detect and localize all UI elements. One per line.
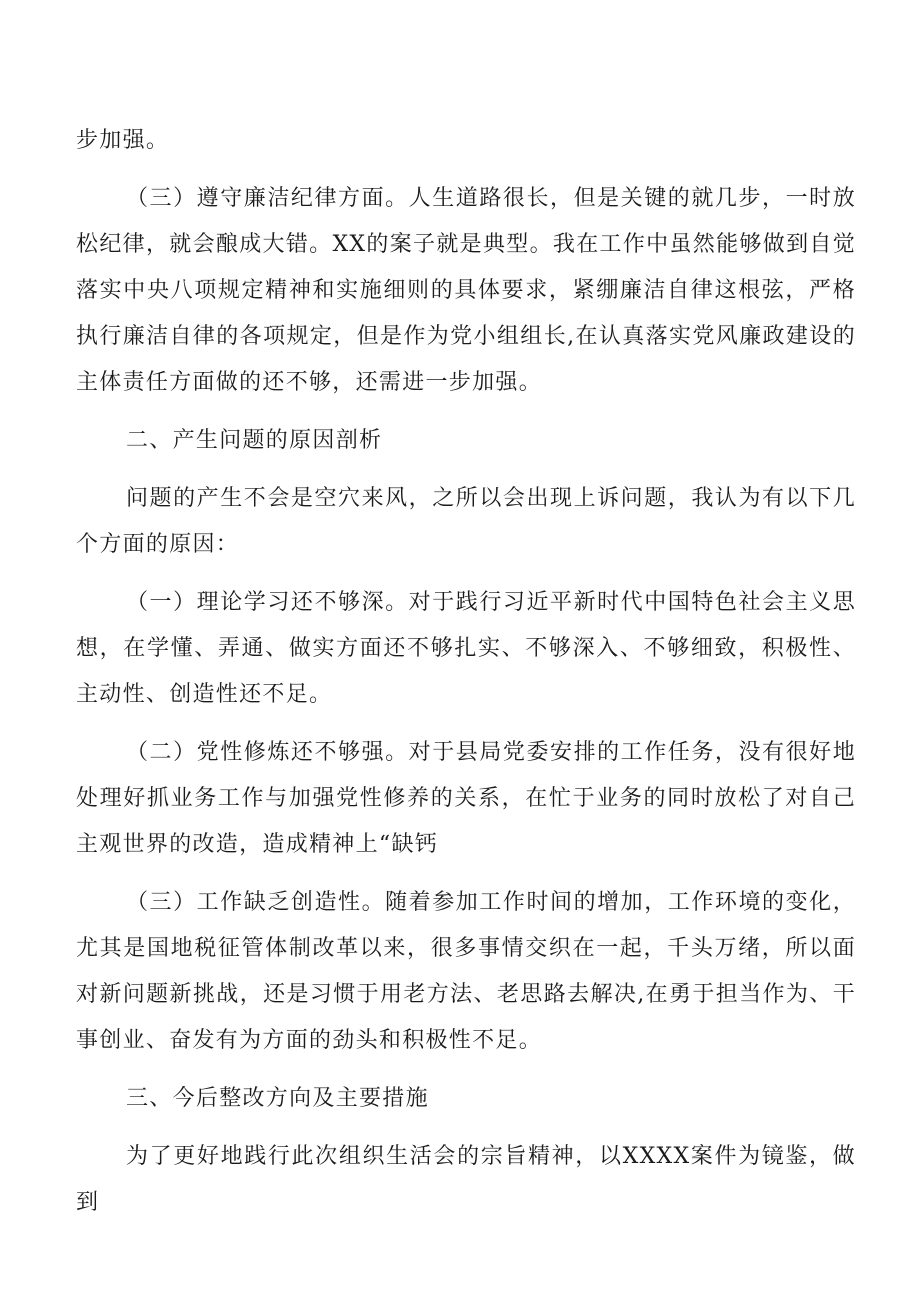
section-heading-cause-analysis: 二、产生问题的原因剖析 bbox=[126, 428, 383, 453]
section-heading-rectification: 三、今后整改方向及主要措施 bbox=[126, 1086, 429, 1111]
paragraph-creativity: （三）工作缺乏创造性。随着参加工作时间的增加，工作环境的变化，尤其是国地税征管体制改革以来，很多事情交织在一起，千头万绪，所以面对新问题新挑战，还是习惯于用老方法、老思路去解决,在勇于担当作为、干事创业、奋发有为方面的劲头和积极性不足。 bbox=[76, 890, 856, 1053]
paragraph-cause-intro: 问题的产生不会是空穴来风，之所以会出现上诉问题，我认为有以下几个方面的原因： bbox=[76, 486, 856, 557]
paragraph-rectification-intro: 为了更好地践行此次组织生活会的宗旨精神，以XXXX案件为镜鉴，做到 bbox=[76, 1144, 856, 1215]
paragraph-theory-study: （一）理论学习还不够深。对于践行习近平新时代中国特色社会主义思想，在学懂、弄通、做实方面还不够扎实、不够深入、不够细致，积极性、主动性、创造性还不足。 bbox=[76, 590, 856, 707]
paragraph-integrity-discipline: （三）遵守廉洁纪律方面。人生道路很长，但是关键的就几步，一时放松纪律，就会酿成大错。XX的案子就是典型。我在工作中虽然能够做到自觉落实中央八项规定精神和实施细则的具体要求，紧绷廉洁自律这根弦，严格执行廉洁自律的各项规定，但是作为党小组组长,在认真落实党风廉政建设的主体责任方面做的还不够，还需进一步加强。 bbox=[76, 186, 856, 395]
document-body bbox=[76, 118, 856, 1226]
paragraph-continuation: 步加强。 bbox=[76, 128, 170, 153]
paragraph-party-spirit: （二）党性修炼还不够强。对于县局党委安排的工作任务，没有很好地处理好抓业务工作与加强党性修养的关系，在忙于业务的同时放松了对自己主观世界的改造，造成精神上“缺钙 bbox=[76, 740, 856, 857]
